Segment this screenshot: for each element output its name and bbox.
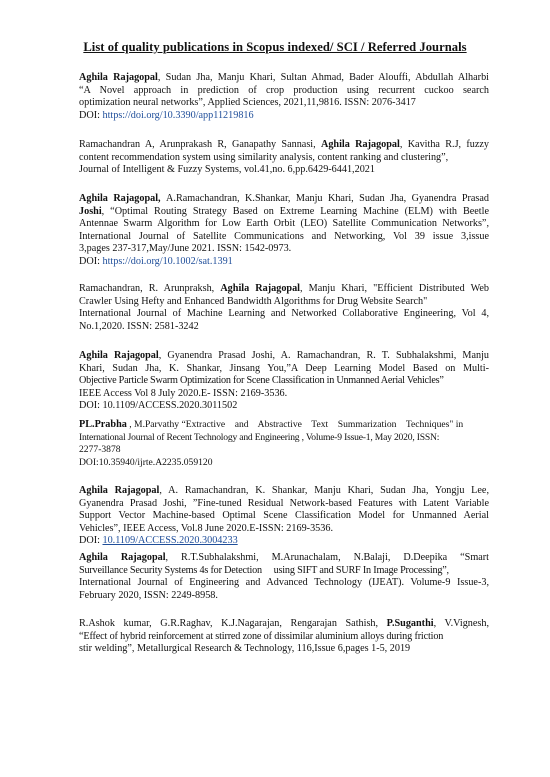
authors-text: Ramachandran, R. Arunpraksh, <box>79 283 221 294</box>
title-text: , “Optimal Routing Strategy Based on Extreme Learning Machine (ELM) with Beetle <box>101 205 489 217</box>
authors-text: A.Ramachandran, K.Shankar, Manju Khari, Sudan Jha, Gyanendra Prasad <box>166 193 489 204</box>
publication-entry-8 <box>79 552 489 602</box>
entry-line: content recommendation system using similarity analysis, content ranking and clustering”, <box>79 151 449 163</box>
publication-entry-1 <box>79 72 489 122</box>
entry-line: No.1,2020. ISSN: 2581-3242 <box>79 320 199 332</box>
entry-line <box>79 283 489 296</box>
entry-line <box>79 139 489 152</box>
doi-line <box>79 256 489 269</box>
publication-entry-4 <box>79 283 489 333</box>
author-name-bold: Joshi <box>79 205 102 217</box>
page-title: List of quality publications in Scopus indexed/ SCI / Referred Journals <box>83 40 467 54</box>
entry-line: “A Novel approach in prediction of crop production using recurrent cuckoo search <box>79 84 489 96</box>
entry-line: Gyanendra Prasad Joshi, ”Fine-tuned Residual Network-based Features with Latent Variable <box>79 497 489 509</box>
entry-line: Objective Particle Swarm Optimization for Scene Classification in Unmanned Aerial Vehicles” <box>79 375 444 386</box>
entry-line: stir welding”, Metallurgical Research & Technology, 116,Issue 6,pages 1-5, 2019 <box>79 643 411 654</box>
title-text: , M.Parvathy “Extractive and Abstractive Text Summarization Techniques" in <box>126 419 464 430</box>
authors-text: , Gyanendra Prasad Joshi, A. Ramachandran, R. T. Subhalakshmi, Manju <box>158 350 489 361</box>
doi-link[interactable]: https://doi.org/10.3390/app11219816 <box>102 109 254 121</box>
authors-text: , Manju Khari, "Efficient Distributed Web <box>300 283 489 294</box>
entry-line: Antennae Swarm Algorithm for Low Earth Orbit (LEO) Satellite Communication Networks”, <box>79 218 489 229</box>
author-name-bold: Aghila Rajagopal <box>79 350 159 361</box>
entry-line: Khari, Sudan Jha, K. Shankar, Jinsang You,”A Deep Learning Model Based on Multi- <box>79 362 489 374</box>
entry-line: Journal of Intelligent & Fuzzy Systems, vol.41,no. 6,pp.6429-6441,2021 <box>79 164 375 175</box>
publication-entry-9 <box>79 618 489 656</box>
entry-line: Crawler Using Hefty and Enhanced Bandwidth Algorithms for Drug Website Search" <box>79 295 428 307</box>
entry-line: IEEE Access Vol 8 July 2020.E- ISSN: 2169-3536. <box>79 387 288 399</box>
author-name-bold: Aghila Rajagopal <box>220 283 300 294</box>
entry-line: 3,pages 237-317,May/June 2021. ISSN: 1542-0973. <box>79 243 292 254</box>
entry-line: International Journal of Engineering and Advanced Technology (IJEAT). Volume-9 Issue-3, <box>79 577 489 588</box>
authors-text: , Sudan Jha, Manju Khari, Sultan Ahmad, Bader Alouffi, Abdullah Alharbi <box>157 72 489 83</box>
entry-line <box>79 552 489 565</box>
entry-line <box>79 72 489 85</box>
authors-text: , A. Ramachandran, K. Shankar, Manju Khari, Sudan Jha, Yongju Lee, <box>159 485 489 496</box>
doi-label: DOI: <box>79 535 103 546</box>
doi-label: DOI: <box>79 255 103 267</box>
author-name-bold: PL.Prabha <box>79 419 127 430</box>
entry-line: Support Vector Machine-based Optimal Scene Classification Model for Unmanned Aerial <box>79 510 489 521</box>
entry-line: DOI:10.35940/ijrte.A2235.059120 <box>79 456 213 468</box>
entry-line <box>79 618 489 631</box>
author-name-bold: Aghila Rajagopal <box>79 552 166 563</box>
entry-line <box>79 350 489 363</box>
publication-entry-2 <box>79 139 489 177</box>
author-name-bold: P.Suganthi <box>386 618 434 629</box>
publication-entry-6 <box>79 419 489 469</box>
author-name-bold: Aghila Rajagopal, <box>79 193 167 204</box>
author-name-bold: Aghila Rajagopal <box>320 139 400 150</box>
entry-line <box>79 206 489 219</box>
author-name-bold: Aghila Rajagopal <box>79 72 158 83</box>
doi-label: DOI: <box>79 109 103 121</box>
entry-line: Vehicles”, IEEE Access, Vol.8 June 2020.E-ISSN: 2169-3536. <box>79 522 333 534</box>
entry-line: February 2020, ISSN: 2249-8958. <box>79 589 218 601</box>
entry-line: Surveillance Security Systems 4s for Detection using SIFT and SURF In Image Processing”, <box>79 564 449 576</box>
entry-line: optimization neural networks”, Applied Sciences, 2021,11,9816. ISSN: 2076-3417 <box>79 97 416 108</box>
entry-line: 2277-3878 <box>79 444 121 455</box>
entry-line <box>79 193 489 206</box>
authors-text: , V.Vignesh, <box>433 618 490 629</box>
entry-line <box>79 419 489 432</box>
entry-line: International Journal of Recent Technology and Engineering , Volume-9 Issue-1, May 2020, ISSN: <box>79 431 440 443</box>
entry-line: “Effect of hybrid reinforcement at stirred zone of dissimilar aluminium alloys during friction <box>79 630 444 642</box>
doi-line <box>79 535 489 548</box>
doi-link[interactable]: 10.1109/ACCESS.2020.3004233 <box>102 535 238 546</box>
authors-text: , R.T.Subhalakshmi, M.Arunachalam, N.Balaji, D.Deepika “Smart <box>165 552 489 563</box>
publication-entry-7 <box>79 485 489 548</box>
publication-entry-5 <box>79 350 489 413</box>
doi-link[interactable]: https://doi.org/10.1002/sat.1391 <box>102 255 233 267</box>
entry-line: International Journal of Satellite Communications and Networking, Vol 39 issue 3,issue <box>79 230 489 242</box>
entry-line <box>79 485 489 498</box>
publication-entry-3 <box>79 193 489 268</box>
author-name-bold: Aghila Rajagopal <box>79 485 160 496</box>
authors-text: , Kavitha R.J, fuzzy <box>399 139 490 150</box>
entry-line: International Journal of Machine Learning and Networked Collaborative Engineering, Vol 4, <box>79 308 489 319</box>
entry-line: DOI: 10.1109/ACCESS.2020.3011502 <box>79 400 238 411</box>
doi-line <box>79 110 489 123</box>
authors-text: R.Ashok kumar, G.R.Raghav, K.J.Nagarajan, Rengarajan Sathish, <box>79 618 387 629</box>
authors-text: Ramachandran A, Arunprakash R, Ganapathy Sannasi, <box>79 139 321 150</box>
